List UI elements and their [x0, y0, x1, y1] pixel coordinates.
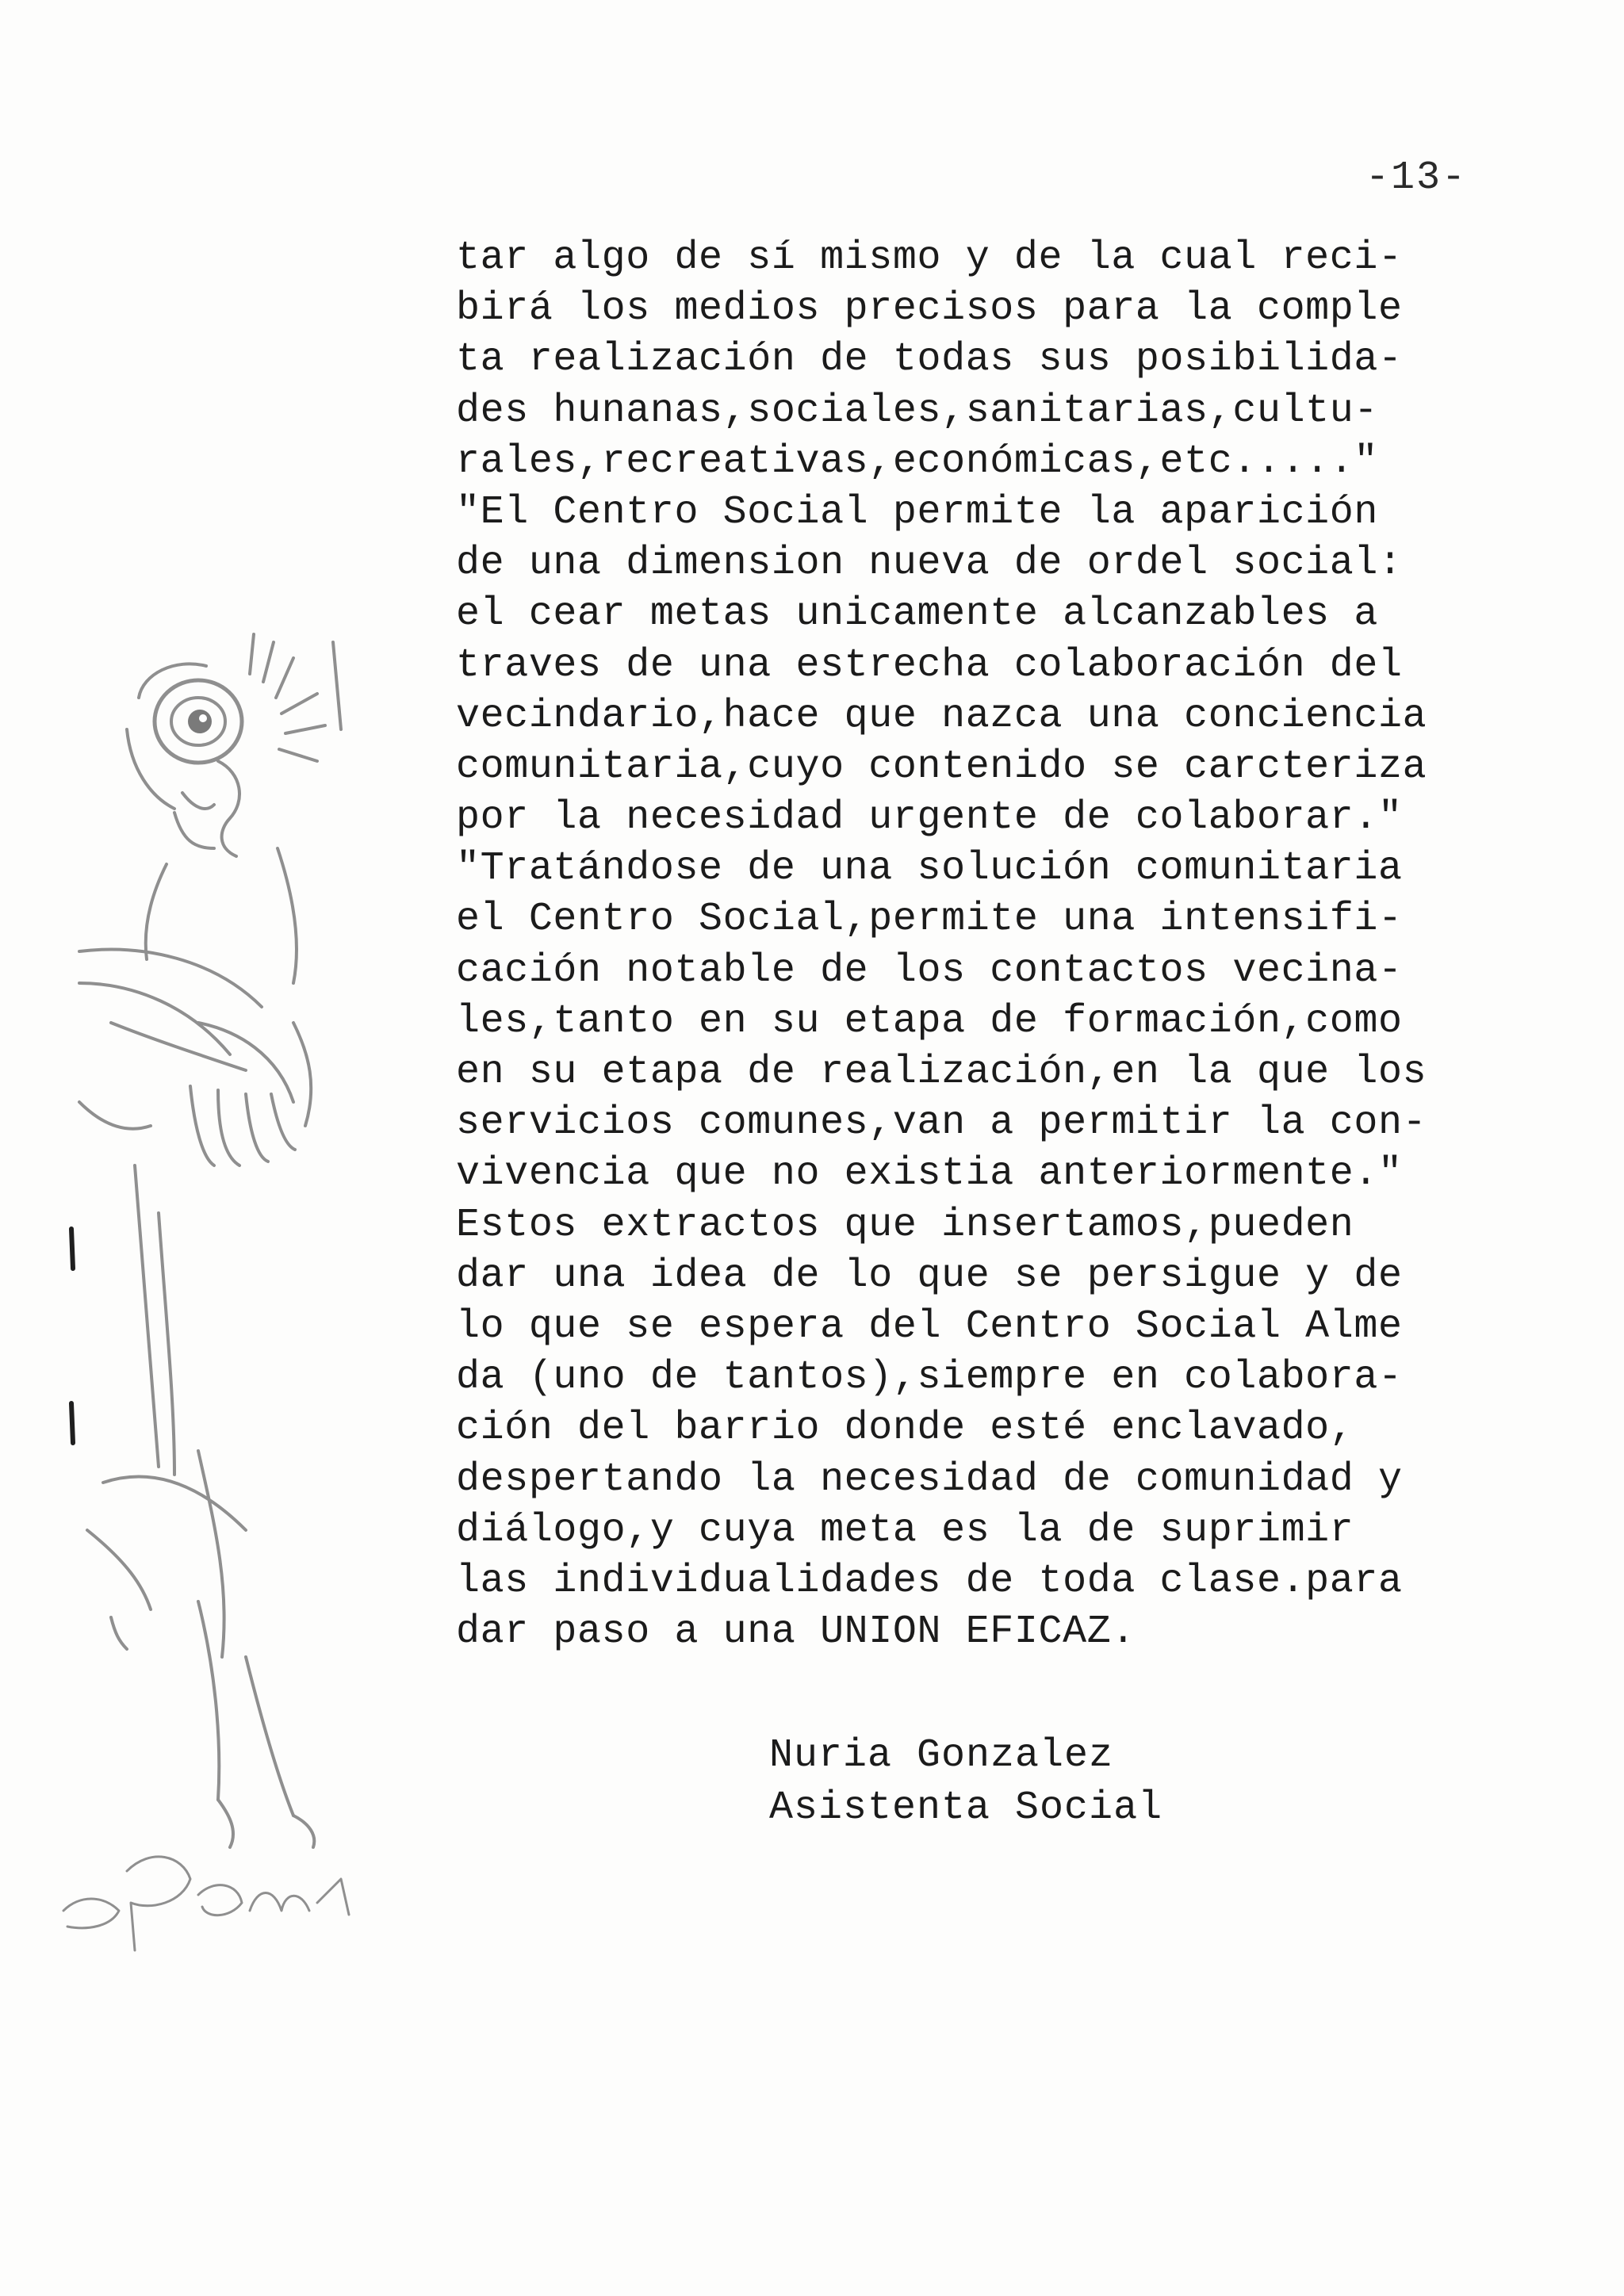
body-text	[456, 233, 1582, 1658]
text-line: ta realización de todas sus posibilida-	[456, 337, 1403, 383]
text-line: el cear metas unicamente alcanzables a	[456, 591, 1378, 637]
text-line: da (uno de tantos),siempre en colabora-	[456, 1355, 1403, 1401]
text-line: traves de una estrecha colaboración del	[456, 642, 1403, 688]
text-line: por la necesidad urgente de colaborar."	[456, 795, 1403, 841]
text-line: lo que se espera del Centro Social Alme	[456, 1303, 1403, 1349]
text-line: comunitaria,cuyo contenido se carcteriza	[456, 744, 1427, 790]
text-line: diálogo,y cuya meta es la de suprimir	[456, 1507, 1354, 1553]
text-line: "El Centro Social permite la aparición	[456, 489, 1378, 535]
text-line: en su etapa de realización,en la que los	[456, 1050, 1427, 1095]
text-line: ción del barrio donde esté enclavado,	[456, 1406, 1354, 1452]
signature-block	[769, 1730, 1162, 1835]
text-line: vecindario,hace que nazca una conciencia	[456, 693, 1427, 739]
text-line: birá los medios precisos para la comple	[456, 286, 1403, 332]
signature-title: Asistenta Social	[769, 1785, 1163, 1831]
text-line: vivencia que no existia anteriormente."	[456, 1151, 1403, 1197]
sketch-eye-icon	[127, 664, 242, 809]
text-line: Estos extractos que insertamos,pueden	[456, 1202, 1354, 1248]
text-line: les,tanto en su etapa de formación,como	[456, 998, 1403, 1044]
text-line: des hunanas,sociales,sanitarias,cultu-	[456, 388, 1378, 434]
page-number: -13-	[1365, 155, 1468, 201]
pencil-sketch-figure-icon	[56, 610, 373, 2006]
text-line: servicios comunes,van a permitir la con-	[456, 1100, 1427, 1146]
text-line: de una dimension nueva de ordel social:	[456, 541, 1403, 587]
text-line: dar paso a una UNION EFICAZ.	[456, 1609, 1136, 1655]
text-line: las individualidades de toda clase.para	[456, 1558, 1403, 1604]
signature-name: Nuria Gonzalez	[769, 1733, 1114, 1778]
text-line: despertando la necesidad de comunidad y	[456, 1456, 1403, 1502]
text-line: rales,recreativas,económicas,etc....."	[456, 438, 1378, 484]
text-line: dar una idea de lo que se persigue y de	[456, 1253, 1403, 1299]
text-line: cación notable de los contactos vecina-	[456, 947, 1403, 993]
text-line: tar algo de sí mismo y de la cual reci-	[456, 235, 1403, 281]
text-line: el Centro Social,permite una intensifi-	[456, 897, 1403, 943]
text-line: "Tratándose de una solución comunitaria	[456, 846, 1403, 892]
